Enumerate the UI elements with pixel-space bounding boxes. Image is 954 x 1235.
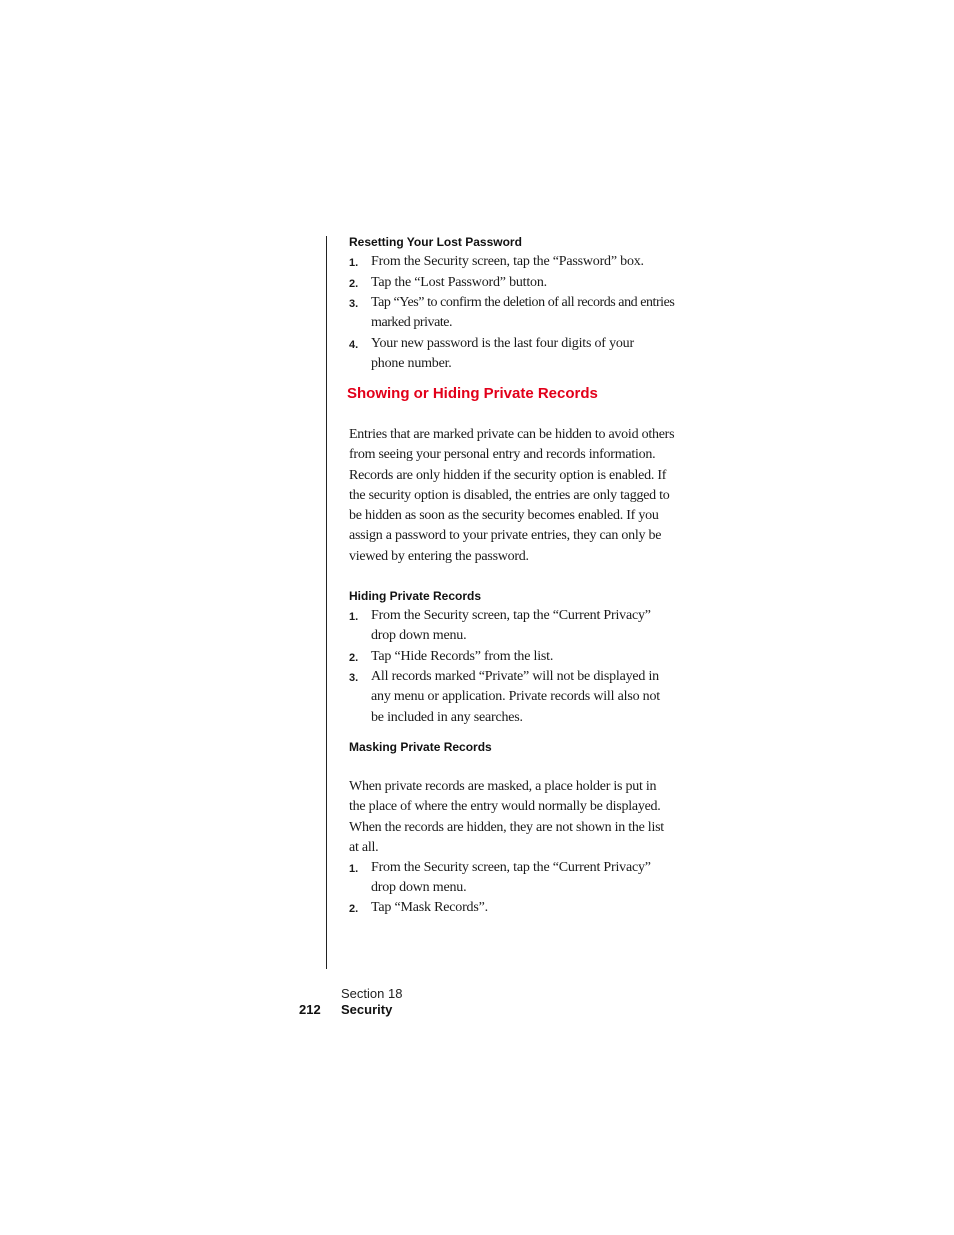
masking-step-2 [349,898,679,918]
masking-paragraph: When private records are masked, a place holder is put in the place of where the entry would normally be displayed. When the records are hidden, they are not shown in the list at all. [349,779,664,855]
page-number: 212 [299,1002,321,1017]
step-text: From the Security screen, tap the “Current Privacy” drop down menu. [371,608,651,644]
resetting-heading: Resetting Your Lost Password [349,235,522,249]
resetting-step-1 [349,252,679,272]
step-text: From the Security screen, tap the “Password” box. [371,254,644,269]
step-text: Tap “Yes” to confirm the deletion of all records and entries marked private. [371,295,675,331]
step-text: Tap “Mask Records”. [371,900,488,915]
step-number: 2. [349,903,359,915]
resetting-step-3 [349,293,679,334]
margin-rule [326,236,327,969]
step-number: 3. [349,672,359,684]
footer-section-title: Security [341,1002,393,1017]
step-number: 2. [349,652,359,664]
hiding-step-1 [349,606,679,647]
section-heading: Showing or Hiding Private Records [347,385,598,402]
step-number: 1. [349,863,359,875]
resetting-step-4 [349,334,679,375]
step-number: 1. [349,257,359,269]
step-text: All records marked “Private” will not be displayed in any menu or application. Private records will also not be included in any searches. [371,669,660,725]
step-text: Tap the “Lost Password” button. [371,275,547,290]
masking-heading: Masking Private Records [349,740,492,754]
step-number: 4. [349,339,359,351]
step-text: From the Security screen, tap the “Current Privacy” drop down menu. [371,860,651,896]
step-text: Tap “Hide Records” from the list. [371,649,554,664]
step-number: 2. [349,278,359,290]
showing-paragraph: Entries that are marked private can be hidden to avoid others from seeing your personal entry and records information. Records are only hidden if the security option is enabled. If the security option is disabled, the entries are only tagged to be hidden as soon as the security becomes enabled. If you assign a password to your private entries, they can only be viewed by entering the password. [349,427,675,564]
step-number: 1. [349,611,359,623]
masking-step-1 [349,858,679,899]
footer-section-label: Section 18 [341,986,403,1001]
step-text: Your new password is the last four digits of your phone number. [371,336,634,372]
hiding-step-3 [349,667,679,728]
step-number: 3. [349,298,359,310]
hiding-step-2 [349,647,679,667]
hiding-heading: Hiding Private Records [349,589,482,603]
resetting-step-2 [349,273,679,293]
